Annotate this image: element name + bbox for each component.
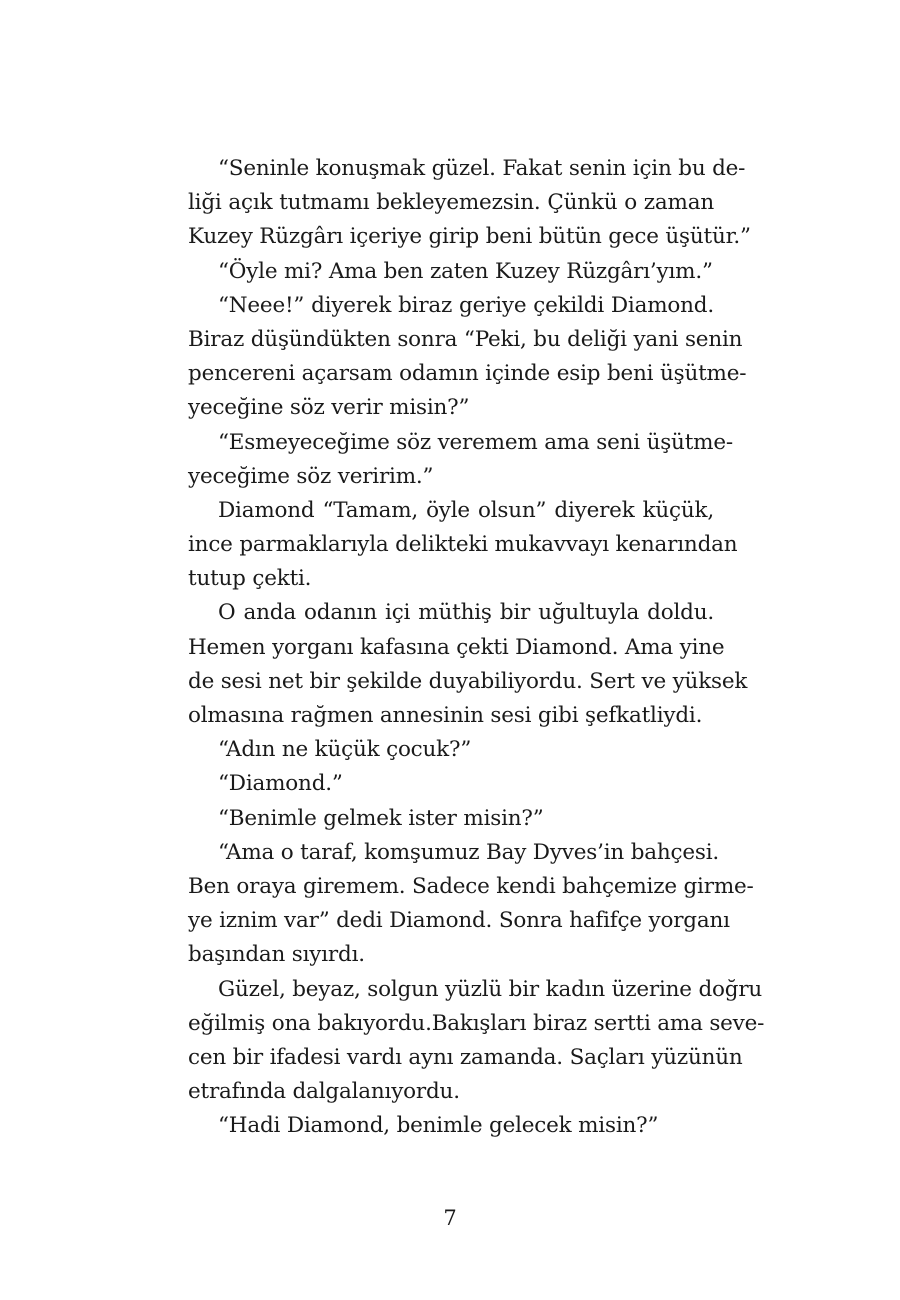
text-line: yeceğine söz verir misin?” <box>188 395 470 421</box>
text-line: cen bir ifadesi vardı aynı zamanda. Saçları yüzünün <box>188 1044 743 1070</box>
book-page-text <box>188 152 765 1143</box>
text-line: “Benimle gelmek ister misin?” <box>218 805 544 831</box>
text-line: “Seninle konuşmak güzel. Fakat senin için bu de- <box>218 156 746 181</box>
paragraph <box>188 1109 714 1143</box>
paragraph <box>188 289 747 426</box>
text-line: “Neee!” diyerek biraz geriye çekildi Diamond. <box>218 292 714 318</box>
paragraph <box>188 836 754 973</box>
text-line: O anda odanın içi müthiş bir uğultuyla doldu. <box>218 600 714 626</box>
paragraph <box>188 733 714 767</box>
paragraph <box>188 767 714 801</box>
text-line: eğilmiş ona bakıyordu.Bakışları biraz sertti ama seve- <box>188 1010 765 1036</box>
text-line: “Öyle mi? Ama ben zaten Kuzey Rüzgârı’yım.” <box>218 258 713 284</box>
text-line: ye iznim var” dedi Diamond. Sonra hafifçe yorganı <box>188 908 730 934</box>
text-line: yeceğime söz veririm.” <box>188 463 434 489</box>
paragraph <box>188 802 714 836</box>
text-line: Kuzey Rüzgârı içeriye girip beni bütün gece üşütür.” <box>188 224 751 250</box>
text-line: tutup çekti. <box>188 566 312 592</box>
text-line: olmasına rağmen annesinin sesi gibi şefkatliydi. <box>188 703 703 728</box>
text-line: “Esmeyeceğime söz veremem ama seni üşütme- <box>218 429 733 455</box>
text-line: “Ama o taraf, komşumuz Bay Dyves’in bahçesi. <box>218 839 720 865</box>
paragraph <box>188 255 714 289</box>
text-line: “Hadi Diamond, benimle gelecek misin?” <box>218 1113 659 1139</box>
text-line: etrafında dalgalanıyordu. <box>188 1079 460 1105</box>
text-line: Hemen yorganı kafasına çekti Diamond. Ama yine <box>188 634 725 660</box>
text-line: liği açık tutmamı bekleyemezsin. Çünkü o zaman <box>188 190 714 216</box>
text-line: başından sıyırdı. <box>188 942 365 968</box>
text-line: Ben oraya giremem. Sadece kendi bahçemize girme- <box>188 873 754 899</box>
text-line: ince parmaklarıyla delikteki mukavvayı kenarından <box>188 532 738 558</box>
paragraph <box>188 494 738 597</box>
text-line: “Diamond.” <box>218 771 343 797</box>
text-line: pencereni açarsam odamın içinde esip beni üşütme- <box>188 361 747 387</box>
text-line: Güzel, beyaz, solgun yüzlü bir kadın üzerine doğru <box>218 976 763 1002</box>
text-line: Biraz düşündükten sonra “Peki, bu deliği yani senin <box>188 326 743 352</box>
paragraph <box>188 152 751 255</box>
page-number: 7 <box>443 1206 457 1230</box>
paragraph <box>188 426 733 494</box>
paragraph <box>188 596 748 733</box>
text-line: Diamond “Tamam, öyle olsun” diyerek küçük, <box>218 497 714 523</box>
text-line: de sesi net bir şekilde duyabiliyordu. Sert ve yüksek <box>188 668 748 694</box>
text-line: “Adın ne küçük çocuk?” <box>218 737 472 763</box>
paragraph <box>188 973 765 1110</box>
